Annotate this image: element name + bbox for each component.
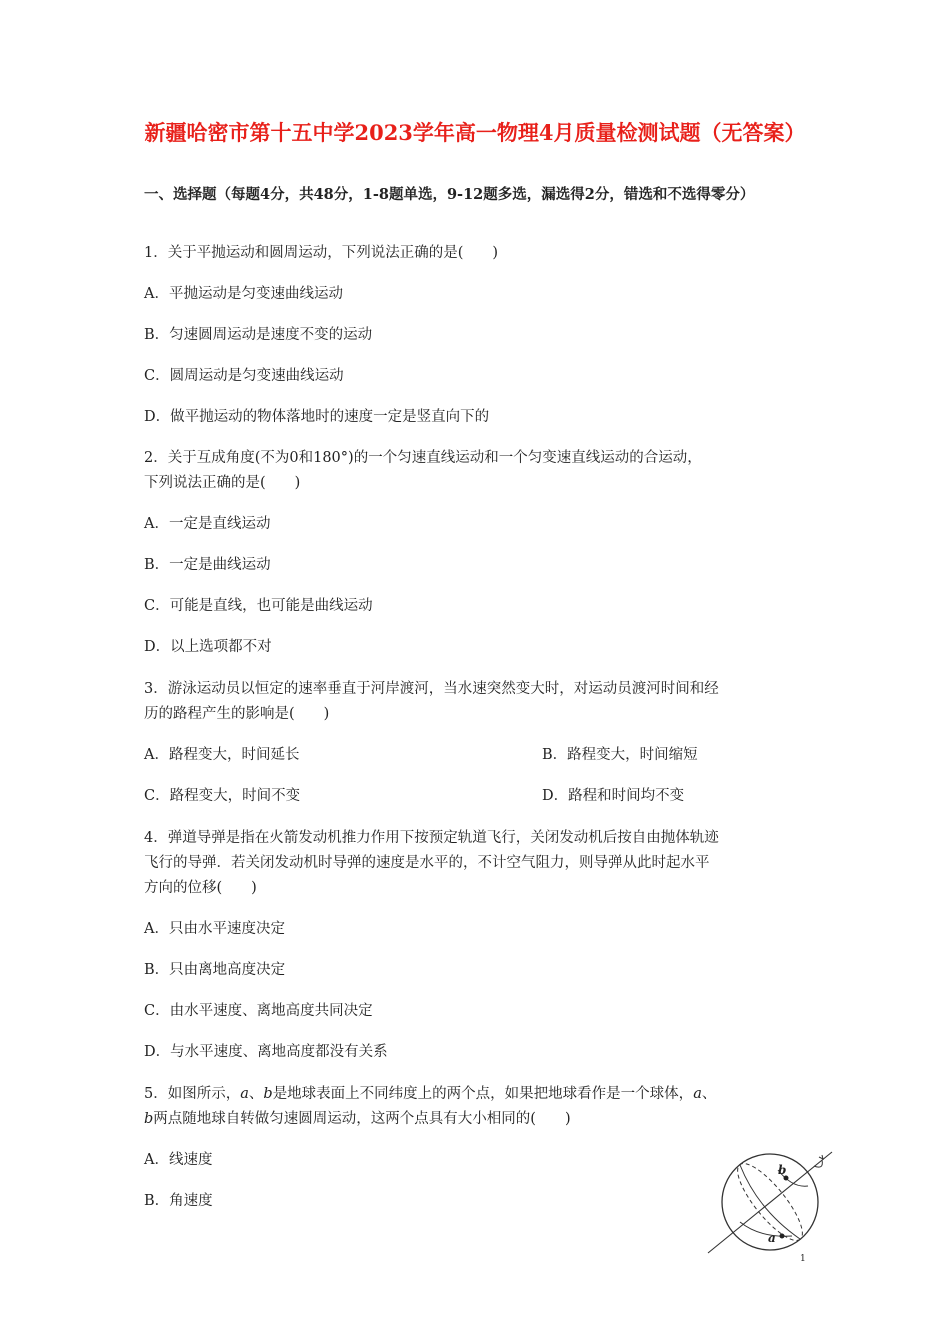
q4-option-d: D．与水平速度、离地高度都没有关系 [144,1044,388,1060]
q5-option-b: B．角速度 [144,1193,213,1209]
q3-option-a: A．路程变大，时间延长 [144,747,300,763]
q1-option-a: A．平抛运动是匀变速曲线运动 [144,286,343,302]
q3-stem-line1: 3．游泳运动员以恒定的速率垂直于河岸渡河，当水速突然变大时，对运动员渡河时间和经 [144,681,719,697]
q5-var-a: a [240,1086,249,1102]
q1-option-b: B．匀速圆周运动是速度不变的运动 [144,327,373,343]
page-number: 1 [800,1254,806,1264]
q4-option-b: B．只由离地高度决定 [144,962,286,978]
q4-stem-line3: 方向的位移( ) [144,880,257,896]
q5-separator: 、 [248,1086,264,1102]
point-a [780,1234,785,1239]
q4-stem-line2: 飞行的导弹．若关闭发动机时导弹的速度是水平的，不计空气阻力，则导弹从此时起水平 [144,855,710,871]
q5-stem-line1 [144,1081,814,1107]
q5-stem-text1: 是地球表面上不同纬度上的两个点，如果把地球看作是一个球体， [272,1086,694,1102]
q3-options-row1 [144,742,814,768]
q2-option-c: C．可能是直线，也可能是曲线运动 [144,598,373,614]
q3-option-b: B．路程变大，时间缩短 [542,747,698,763]
section-heading: 一、选择题（每题4分，共48分，1-8题单选，9-12题多选，漏选得2分，错选和不选得零分） [144,186,755,203]
q5-separator2: 、 [701,1086,717,1102]
q3-options-row2 [144,783,814,809]
page-title: 新疆哈密市第十五中学2023学年高一物理4月质量检测试题（无答案） [144,120,806,145]
q3-option-c: C．路程变大，时间不变 [144,788,301,804]
q5-option-a: A．线速度 [144,1152,213,1168]
rotation-arrowhead [819,1155,823,1159]
q2-option-d: D．以上选项都不对 [144,639,272,655]
q2-option-a: A．一定是直线运动 [144,516,271,532]
q4-stem-line1: 4．弹道导弹是指在火箭发动机推力作用下按预定轨道飞行，关闭发动机后按自由抛体轨迹 [144,830,719,846]
label-b: b [778,1163,787,1177]
q5-var-b: b [263,1086,273,1102]
label-a: a [768,1231,776,1245]
q4-option-c: C．由水平速度、离地高度共同决定 [144,1003,373,1019]
q3-option-d: D．路程和时间均不变 [542,788,685,804]
q5-var-a2: a [693,1086,702,1102]
q1-option-d: D．做平抛运动的物体落地时的速度一定是竖直向下的 [144,409,490,425]
q5-number: 5．如图所示， [144,1086,241,1102]
latitude-a [740,1222,792,1236]
q5-var-b2: b [144,1111,154,1127]
q2-stem-line1: 2．关于互成角度(不为0和180°)的一个匀速直线运动和一个匀变速直线运动的合运动， [144,450,702,466]
q4-option-a: A．只由水平速度决定 [144,921,285,937]
q2-stem-line2: 下列说法正确的是( ) [144,475,301,491]
q1-option-c: C．圆周运动是匀变速曲线运动 [144,368,344,384]
earth-rotation-figure [700,1140,840,1260]
q3-stem-line2: 历的路程产生的影响是( ) [144,706,330,722]
q5-stem-text2: 两点随地球自转做匀速圆周运动，这两个点具有大小相同的( ) [153,1111,571,1127]
q5-stem-line2 [144,1106,814,1132]
q2-option-b: B．一定是曲线运动 [144,557,271,573]
q1-stem: 1．关于平抛运动和圆周运动，下列说法正确的是( ) [144,245,499,261]
